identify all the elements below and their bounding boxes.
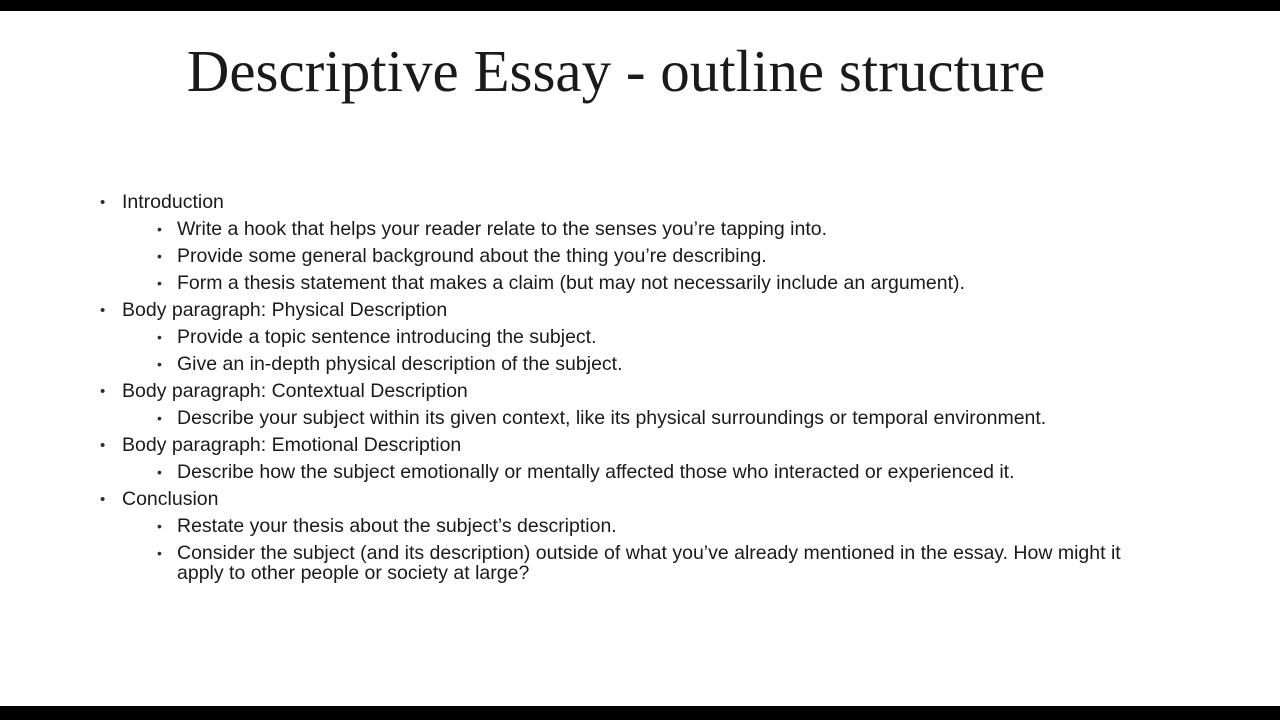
outline-heading: Body paragraph: Emotional Description: [122, 434, 462, 456]
outline-item-text: Write a hook that helps your reader relate to the senses you’re tapping into.: [177, 218, 828, 240]
outline-item-text: Consider the subject (and its description) outside of what you’ve already mentioned in the essay. How might it apply to other people or society at large?: [177, 542, 1121, 584]
bullet-icon: •: [157, 545, 162, 561]
letterbox-top: [0, 0, 1280, 11]
outline-item-text: Restate your thesis about the subject’s description.: [177, 515, 617, 537]
outline-item-text: Give an in-depth physical description of the subject.: [177, 353, 623, 375]
outline-item-text: Provide some general background about the thing you’re describing.: [177, 245, 767, 267]
outline-item-text: Provide a topic sentence introducing the subject.: [177, 326, 597, 348]
outline-heading-row: [100, 435, 1132, 456]
outline-heading-row: [100, 300, 1132, 321]
bullet-icon: •: [157, 518, 162, 534]
outline-heading: Introduction: [122, 191, 224, 213]
outline-section-introduction: [100, 192, 1132, 293]
outline-item: [157, 408, 1132, 428]
bullet-icon: •: [157, 464, 162, 480]
bullet-icon: •: [157, 329, 162, 345]
bullet-icon: •: [157, 221, 162, 237]
outline-section-contextual: [100, 381, 1132, 428]
bullet-icon: •: [157, 248, 162, 264]
outline-item: [157, 273, 1132, 293]
outline-item-text: Form a thesis statement that makes a claim (but may not necessarily include an argument).: [177, 272, 965, 294]
outline-item: [157, 516, 1132, 536]
bullet-icon: •: [100, 491, 106, 508]
outline-heading: Body paragraph: Contextual Description: [122, 380, 468, 402]
bullet-icon: •: [157, 410, 162, 426]
bullet-icon: •: [100, 383, 106, 400]
outline-item: [157, 246, 1132, 266]
outline-item-text: Describe how the subject emotionally or mentally affected those who interacted or experienced it.: [177, 461, 1015, 483]
outline-heading-row: [100, 381, 1132, 402]
outline-item: [157, 462, 1132, 482]
slide: [0, 11, 1280, 706]
outline-item-text: Describe your subject within its given context, like its physical surroundings or temporal environment.: [177, 407, 1047, 429]
bullet-icon: •: [100, 194, 106, 211]
bullet-icon: •: [100, 302, 106, 319]
bullet-icon: •: [100, 437, 106, 454]
bullet-icon: •: [157, 356, 162, 372]
outline-heading: Body paragraph: Physical Description: [122, 299, 448, 321]
outline-section-physical: [100, 300, 1132, 374]
outline-item: [157, 219, 1132, 239]
bullet-icon: •: [157, 275, 162, 291]
outline-heading-row: [100, 192, 1132, 213]
outline: [100, 192, 1132, 590]
outline-heading-row: [100, 489, 1132, 510]
outline-item: [157, 354, 1132, 374]
outline-heading: Conclusion: [122, 488, 219, 510]
slide-title: Descriptive Essay - outline structure: [186, 38, 1046, 104]
outline-section-conclusion: [100, 489, 1132, 583]
outline-section-emotional: [100, 435, 1132, 482]
outline-item: [157, 543, 1132, 583]
outline-item: [157, 327, 1132, 347]
letterbox-bottom: [0, 706, 1280, 720]
